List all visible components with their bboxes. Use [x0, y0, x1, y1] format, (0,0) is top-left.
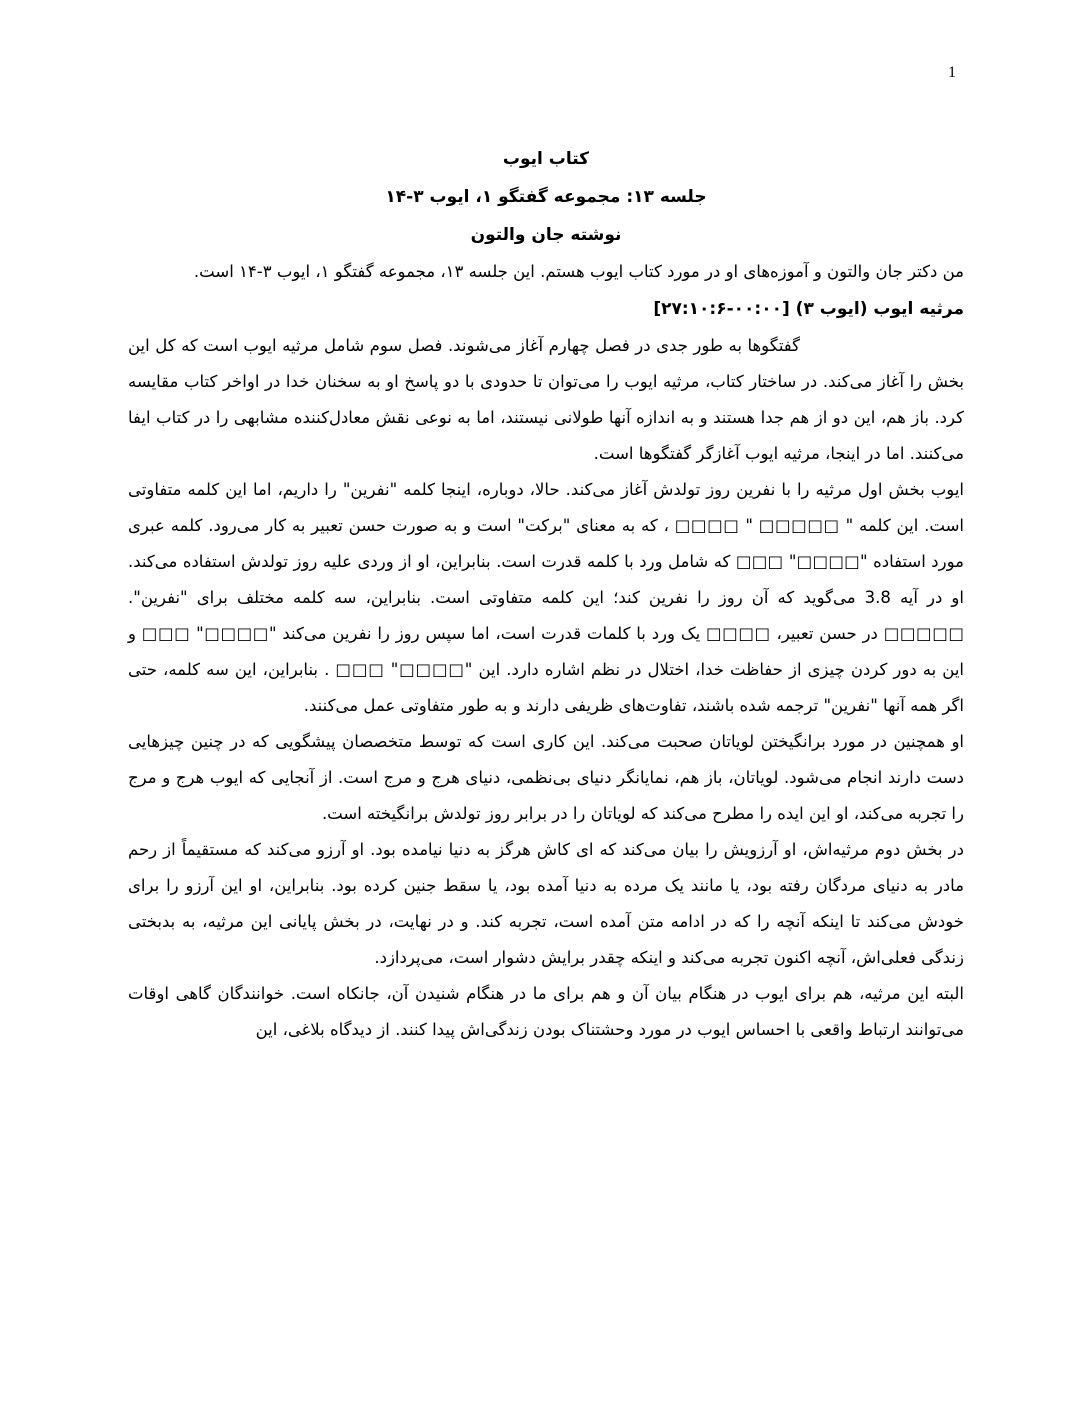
body-paragraph-5: البته این مرثیه، هم برای ایوب در هنگام بیان آن و هم برای ما در هنگام شنیدن آن، جانکاه است. خوانندگان گاهی اوقات می‌توانند ارتباط واقعی با احساس ایوب در مورد وحشتناک بودن زندگی‌اش پیدا کنند. از دیدگاه بلاغی، این — [128, 984, 964, 1039]
page-number: 1 — [948, 64, 956, 81]
body-paragraph-1: گفتگوها به طور جدی در فصل چهارم آغاز می‌شوند. فصل سوم شامل مرثیه ایوب است که کل این بخش را آغاز می‌کند. در ساختار کتاب، مرثیه ایوب را می‌توان تا حدودی با دو پاسخ او به سخنان خدا در اواخر کتاب مقایسه کرد. باز هم، این دو از هم جدا هستند و به اندازه آنها طولانی نیستند، اما به نوعی نقش معادل‌کننده مشابهی را در کتاب ایفا می‌کنند. اما در اینجا، مرثیه ایوب آغازگر گفتگوها است. — [128, 336, 964, 463]
book-title: کتاب ایوب — [502, 149, 590, 169]
body-paragraph-4: در بخش دوم مرثیه‌اش، او آرزویش را بیان می‌کند که ای کاش هرگز به دنیا نیامده بود. او آرزو می‌کند که مستقیماً از رحم مادر به دنیای مردگان رفته بود، یا مانند یک مرده به دنیا آمده بود، یا سقط جنین کرده بود. بنابراین، او این آرزو را برای خودش می‌کند تا اینکه آنچه را که در ادامه متن آمده است، تجربه کند. و در نهایت، در بخش پایانی این مرثیه، به بدبختی زندگی فعلی‌اش، آنچه اکنون تجربه می‌کند و اینکه چقدر برایش دشوار است، می‌پردازد. — [128, 840, 964, 967]
intro-paragraph: من دکتر جان والتون و آموزه‌های او در مورد کتاب ایوب هستم. این جلسه ۱۳، مجموعه گفتگو ۱، ایوب ۳-۱۴ است. — [193, 262, 964, 281]
author-line: نوشته جان والتون — [470, 225, 622, 245]
session-title: جلسه ۱۳: مجموعه گفتگو ۱، ایوب ۳-۱۴ — [385, 187, 707, 207]
document-body — [128, 140, 964, 1048]
section-heading: مرثیه ایوب (ایوب ۳) [۰۰:۰۰-۲۷:۱۰:۶] — [653, 299, 964, 319]
body-paragraph-2: ایوب بخش اول مرثیه را با نفرین روز تولدش آغاز می‌کند. حالا، دوباره، اینجا کلمه "نفرین" را داریم، اما این کلمه متفاوتی است. این کلمه " □□□□□ " □□□□ ، که به معنای "برکت" است و به صورت حسن تعبیر به کار می‌رود. کلمه عبری مورد استفاده "□□□□" □□□ که شامل ورد با کلمه قدرت است. بنابراین، او از وردی علیه روز تولدش استفاده می‌کند. او در آیه 3.8 می‌گوید که آن روز را نفرین کند؛ این کلمه متفاوتی است. بنابراین، سه کلمه مختلف برای "نفرین". □□□□□ در حسن تعبیر، □□□□ یک ورد با کلمات قدرت است، اما سپس روز را نفرین می‌کند "□□□□" □□□ و این به دور کردن چیزی از حفاظت خدا، اختلال در نظم اشاره دارد. این "□□□□" □□□ . بنابراین، این سه کلمه، حتی اگر همه آنها "نفرین" ترجمه شده باشند، تفاوت‌های ظریفی دارند و به طور متفاوتی عمل می‌کنند. — [128, 480, 964, 715]
body-paragraph-3: او همچنین در مورد برانگیختن لویاتان صحبت می‌کند. این کاری است که توسط متخصصان پیشگویی که در چنین چیزهایی دست دارند انجام می‌شود. لویاتان، باز هم، نمایانگر دنیای بی‌نظمی، دنیای هرج و مرج است. از آنجایی که ایوب هرج و مرج را تجربه می‌کند، او این ایده را مطرح می‌کند که لویاتان را در برابر روز تولدش برانگیخته است. — [128, 732, 964, 823]
